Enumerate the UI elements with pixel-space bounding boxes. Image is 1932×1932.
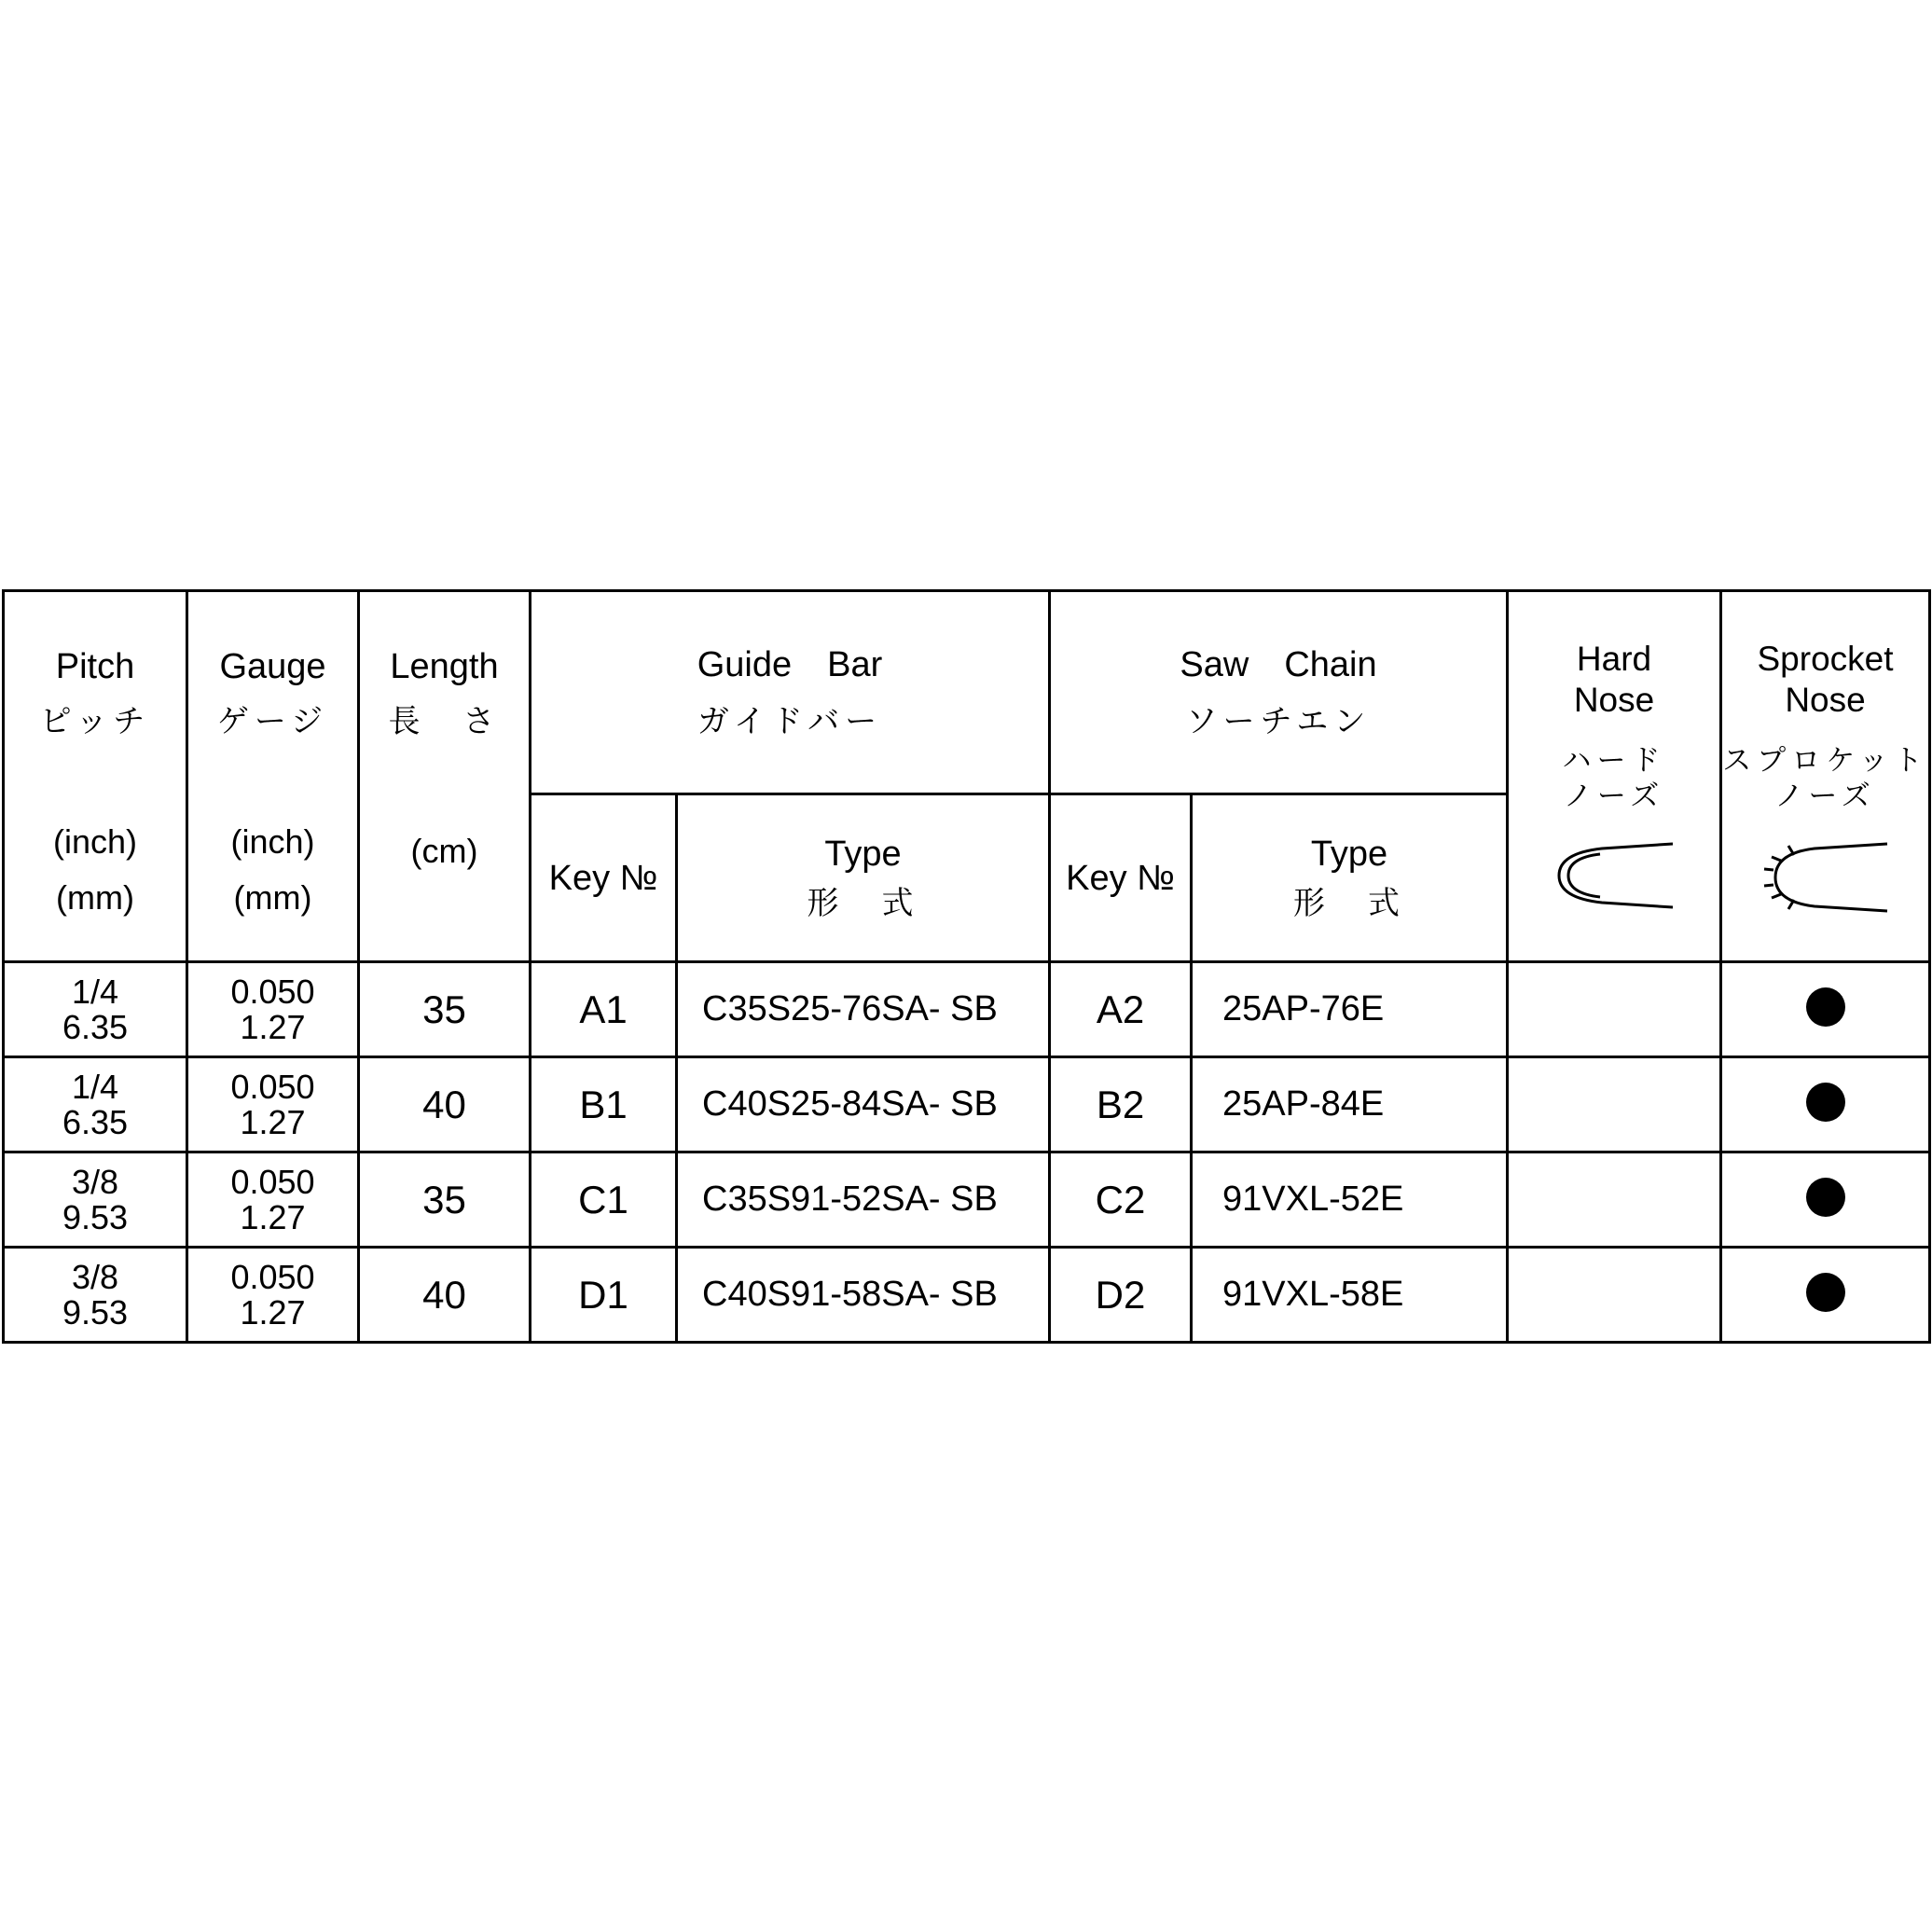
pitch-mm-value: 9.53	[62, 1292, 129, 1332]
saw-chain-header	[1050, 591, 1508, 794]
table-row	[4, 962, 1930, 1057]
pitch-unit-inch: (inch)	[52, 821, 138, 861]
gauge-mm-value: 1.27	[240, 1292, 306, 1332]
guide-bar-type: C40S91-58SA- SB	[677, 1248, 1050, 1343]
guide-bar-key-header	[531, 794, 677, 962]
pitch-label-jp: ピッチ	[39, 702, 151, 740]
pitch-inch-value: 1/4	[71, 1067, 119, 1106]
length-label-jp: 長 さ	[388, 702, 501, 740]
hard-nose-label-2: Nose	[1573, 680, 1655, 719]
hard-nose-cell	[1508, 1057, 1721, 1152]
hard-nose-cell	[1508, 962, 1721, 1057]
length-label: Length	[390, 646, 499, 686]
guide-bar-label: Guide Bar	[697, 644, 883, 684]
guide-bar-type-label-jp: 形 式	[807, 884, 919, 922]
length-value: 35	[359, 1152, 531, 1248]
guide-bar-header	[531, 591, 1050, 794]
sprocket-nose-cell	[1721, 1248, 1930, 1343]
saw-chain-label: Saw Chain	[1180, 644, 1377, 684]
length-value: 35	[359, 962, 531, 1057]
sprocket-nose-label-2: Nose	[1785, 680, 1866, 719]
pitch-header	[4, 591, 187, 962]
gauge-mm-value: 1.27	[240, 1007, 306, 1046]
saw-chain-type: 25AP-76E	[1192, 962, 1508, 1057]
saw-chain-type: 25AP-84E	[1192, 1057, 1508, 1152]
hard-nose-header	[1508, 591, 1721, 962]
length-value: 40	[359, 1057, 531, 1152]
guide-bar-type: C40S25-84SA- SB	[677, 1057, 1050, 1152]
hard-nose-cell	[1508, 1248, 1721, 1343]
table-row	[4, 1248, 1930, 1343]
guide-bar-label-jp: ガイドバー	[697, 702, 883, 740]
table-row	[4, 1152, 1930, 1248]
availability-dot-icon	[1806, 987, 1845, 1027]
guide-bar-key: D1	[531, 1248, 677, 1343]
guide-bar-type-header	[677, 794, 1050, 962]
guide-bar-key-label: Key №	[548, 858, 658, 898]
saw-chain-key: C2	[1050, 1152, 1192, 1248]
pitch-inch-value: 1/4	[71, 972, 119, 1011]
header-row-top	[4, 591, 1930, 794]
sprocket-nose-label-jp-1: スプロケット	[1722, 743, 1928, 778]
length-header	[359, 591, 531, 962]
pitch-unit-mm: (mm)	[56, 877, 134, 917]
saw-chain-key: D2	[1050, 1248, 1192, 1343]
pitch-label: Pitch	[55, 646, 135, 686]
sprocket-nose-cell	[1721, 1152, 1930, 1248]
hard-nose-bar-icon	[1553, 840, 1675, 911]
saw-chain-type-label-jp: 形 式	[1293, 884, 1406, 922]
hard-nose-label-jp-2: ノーズ	[1563, 779, 1665, 813]
saw-chain-key: B2	[1050, 1057, 1192, 1152]
availability-dot-icon	[1806, 1178, 1845, 1217]
hard-nose-label-jp-1: ハード	[1562, 743, 1666, 778]
sprocket-nose-label-jp-2: ノーズ	[1774, 779, 1876, 813]
gauge-inch-value: 0.050	[230, 1257, 315, 1296]
guide-bar-key: A1	[531, 962, 677, 1057]
saw-chain-label-jp: ソーチエン	[1185, 702, 1372, 740]
gauge-inch-value: 0.050	[230, 972, 315, 1011]
pitch-mm-value: 9.53	[62, 1197, 129, 1236]
sprocket-nose-label-1: Sprocket	[1757, 639, 1894, 678]
length-unit-cm: (cm)	[410, 831, 478, 870]
gauge-header	[187, 591, 359, 962]
pitch-mm-value: 6.35	[62, 1007, 129, 1046]
guide-bar-type-label: Type	[824, 834, 902, 874]
pitch-inch-value: 3/8	[71, 1257, 119, 1296]
saw-chain-type-header	[1192, 794, 1508, 962]
saw-chain-type: 91VXL-58E	[1192, 1248, 1508, 1343]
sprocket-nose-cell	[1721, 1057, 1930, 1152]
gauge-label: Gauge	[219, 646, 326, 686]
availability-dot-icon	[1806, 1273, 1845, 1312]
guide-bar-key: B1	[531, 1057, 677, 1152]
saw-chain-type: 91VXL-52E	[1192, 1152, 1508, 1248]
saw-chain-key-header	[1050, 794, 1192, 962]
guide-bar-type: C35S25-76SA- SB	[677, 962, 1050, 1057]
sprocket-nose-bar-icon	[1760, 840, 1891, 915]
pitch-inch-value: 3/8	[71, 1162, 119, 1201]
gauge-mm-value: 1.27	[240, 1102, 306, 1141]
guide-bar-type: C35S91-52SA- SB	[677, 1152, 1050, 1248]
gauge-unit-mm: (mm)	[233, 877, 312, 917]
hard-nose-label-1: Hard	[1576, 639, 1652, 678]
sprocket-nose-cell	[1721, 962, 1930, 1057]
gauge-label-jp: ゲージ	[216, 702, 329, 740]
saw-chain-key: A2	[1050, 962, 1192, 1057]
table-row	[4, 1057, 1930, 1152]
gauge-mm-value: 1.27	[240, 1197, 306, 1236]
hard-nose-cell	[1508, 1152, 1721, 1248]
pitch-mm-value: 6.35	[62, 1102, 129, 1141]
length-value: 40	[359, 1248, 531, 1343]
gauge-unit-inch: (inch)	[230, 821, 315, 861]
availability-dot-icon	[1806, 1083, 1845, 1122]
compatibility-table	[2, 589, 1931, 1344]
guide-bar-key: C1	[531, 1152, 677, 1248]
saw-chain-key-label: Key №	[1066, 858, 1175, 898]
saw-chain-type-label: Type	[1310, 834, 1388, 874]
sprocket-nose-header	[1721, 591, 1930, 962]
gauge-inch-value: 0.050	[230, 1067, 315, 1106]
gauge-inch-value: 0.050	[230, 1162, 315, 1201]
